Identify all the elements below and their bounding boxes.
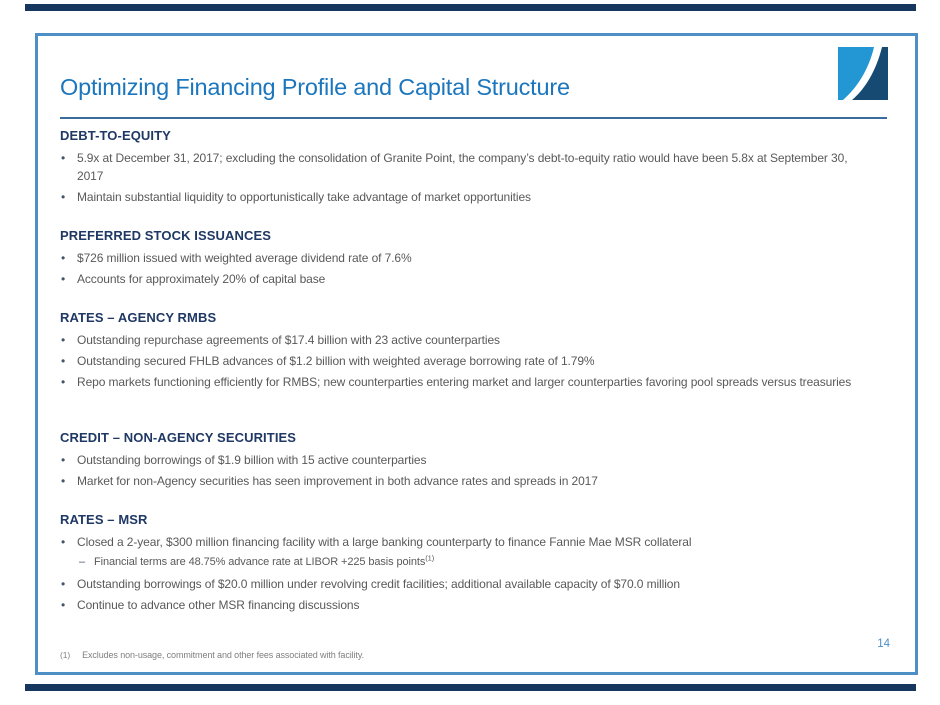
bullet-item: • Market for non-Agency securities has seen improvement in both advance rates and spreads in 2017	[60, 472, 860, 490]
slide-title: Optimizing Financing Profile and Capital Structure	[60, 74, 570, 100]
bullet-list	[60, 451, 860, 490]
bullet-item: • Outstanding borrowings of $1.9 billion with 15 active counterparties	[60, 451, 860, 469]
section-rates-agency-rmbs	[60, 310, 892, 394]
company-swoosh-logo-icon	[838, 47, 888, 100]
bullet-item: • Repo markets functioning efficiently for RMBS; new counterparties entering market and larger counterparties favoring pool spreads versus treasuries	[60, 373, 860, 391]
bullet-item: • Outstanding borrowings of $20.0 million under revolving credit facilities; additional available capacity of $70.0 million	[60, 575, 860, 593]
section-preferred-stock	[60, 228, 892, 291]
bullet-list	[60, 533, 860, 614]
bullet-item: • Closed a 2-year, $300 million financing facility with a large banking counterparty to finance Fannie Mae MSR collateral	[60, 533, 860, 551]
section-heading: RATES – MSR	[60, 512, 148, 527]
section-heading: RATES – AGENCY RMBS	[60, 310, 217, 325]
sub-bullet-item	[60, 554, 860, 571]
section-rates-msr	[60, 512, 892, 617]
footnote-marker: (1)	[60, 650, 71, 660]
bullet-item: • Outstanding secured FHLB advances of $1.2 billion with weighted average borrowing rate of 1.79%	[60, 352, 860, 370]
bullet-list	[60, 149, 860, 206]
section-credit-non-agency	[60, 430, 892, 493]
bullet-item: • Accounts for approximately 20% of capital base	[60, 270, 860, 288]
title-divider-rule	[60, 117, 887, 119]
bullet-item: • $726 million issued with weighted average dividend rate of 7.6%	[60, 249, 860, 267]
section-heading: CREDIT – NON-AGENCY SECURITIES	[60, 430, 297, 445]
footnote-text: Excludes non-usage, commitment and other fees associated with facility.	[82, 650, 364, 660]
footnote	[60, 650, 760, 660]
section-heading: PREFERRED STOCK ISSUANCES	[60, 228, 272, 243]
bullet-item: • 5.9x at December 31, 2017; excluding the consolidation of Granite Point, the company’s debt-to-equity ratio would have been 5.8x at September 30, 2017	[60, 149, 860, 185]
section-debt-to-equity	[60, 128, 892, 209]
bottom-accent-bar	[25, 684, 916, 691]
bullet-list	[60, 331, 860, 391]
bullet-list	[60, 249, 860, 288]
footnote-reference: (1)	[425, 553, 435, 563]
top-accent-bar	[25, 4, 916, 11]
page-number: 14	[877, 638, 890, 650]
sub-bullet-text: Financial terms are 48.75% advance rate at LIBOR +225 basis points	[94, 556, 426, 568]
bullet-item: • Outstanding repurchase agreements of $17.4 billion with 23 active counterparties	[60, 331, 860, 349]
bullet-item: • Maintain substantial liquidity to opportunistically take advantage of market opportunities	[60, 188, 860, 206]
bullet-item: • Continue to advance other MSR financing discussions	[60, 596, 860, 614]
section-heading: DEBT-TO-EQUITY	[60, 128, 171, 143]
